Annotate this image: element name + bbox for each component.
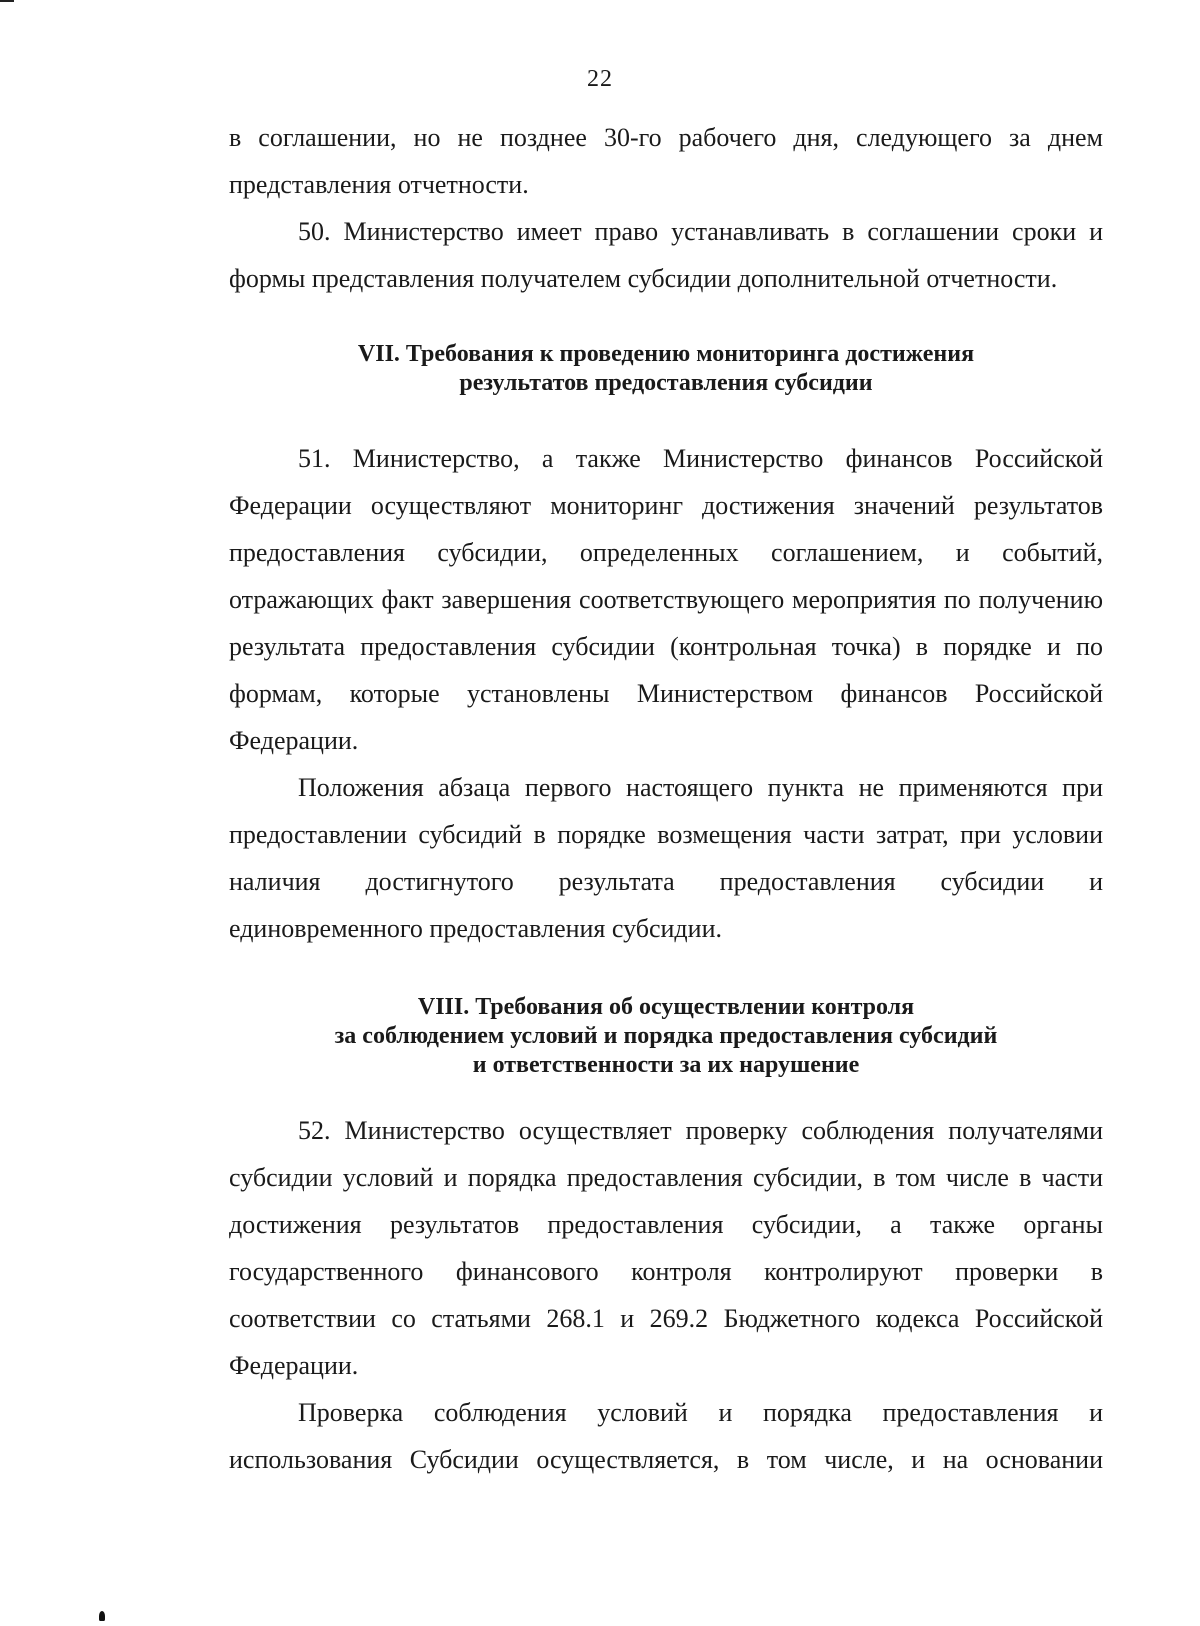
paragraph-continuation: в соглашении, но не позднее 30-го рабочего дня, следующего за днем представления отчетности.	[229, 123, 1103, 199]
section-heading-vii	[229, 340, 1103, 398]
section-heading-viii	[229, 993, 1103, 1080]
document-body	[229, 114, 1103, 1483]
paragraph-52-second: Проверка соблюдения условий и порядка предоставления и использования Субсидии осуществляется, в том числе, и на основании	[229, 1398, 1103, 1474]
paragraph-51: 51. Министерство, а также Министерство финансов Российской Федерации осуществляют мониторинг достижения значений результатов предоставления субсидии, определенных соглашением, и событий, отражающих факт завершения соответствующего мероприятия по получению результата предоставления субсидии (контрольная точка) в порядке и по формам, которые установлены Министерством финансов Российской Федерации.	[229, 444, 1103, 755]
paragraph-51-second: Положения абзаца первого настоящего пункта не применяются при предоставлении субсидий в порядке возмещения части затрат, при условии наличия достигнутого результата предоставления субсидии и единовременного предоставления субсидии.	[229, 773, 1103, 943]
paragraph-52: 52. Министерство осуществляет проверку соблюдения получателями субсидии условий и порядка предоставления субсидии, в том числе в части достижения результатов предоставления субсидии, а также органы государственного финансового контроля контролируют проверки в соответствии со статьями 268.1 и 269.2 Бюджетного кодекса Российской Федерации.	[229, 1116, 1103, 1380]
section-heading-vii-line1: VII. Требования к проведению мониторинга достижения	[357, 341, 975, 367]
scan-edge-mark	[0, 0, 14, 2]
section-heading-viii-line3: и ответственности за их нарушение	[472, 1052, 860, 1078]
scan-ink-mark	[99, 1611, 105, 1621]
section-heading-vii-line2: результатов предоставления субсидии	[459, 370, 873, 396]
paragraph-50: 50. Министерство имеет право устанавливать в соглашении сроки и формы представления получателем субсидии дополнительной отчетности.	[229, 217, 1103, 293]
section-heading-viii-line1: VIII. Требования об осуществлении контроля	[417, 994, 915, 1020]
page-number: 22	[587, 66, 613, 92]
section-heading-viii-line2: за соблюдением условий и порядка предоставления субсидий	[334, 1023, 998, 1049]
